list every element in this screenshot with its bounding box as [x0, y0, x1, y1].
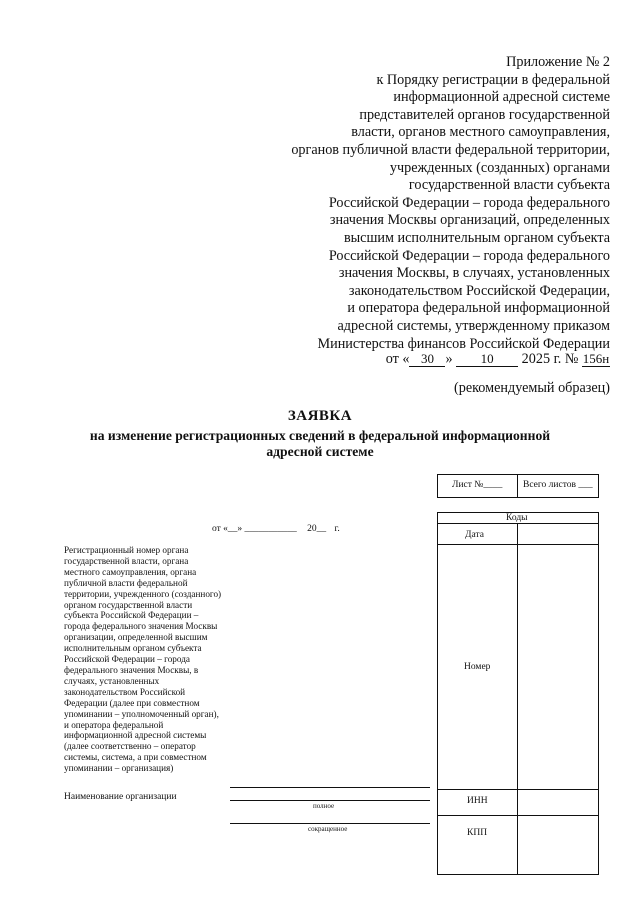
codes-date-divider: [437, 544, 599, 545]
appendix-line: законодательством Российской Федерации,: [348, 282, 610, 299]
appendix-line: высшим исполнительным органом субъекта: [343, 229, 610, 246]
appendix-line: власти, органов местного самоуправления,: [351, 124, 610, 141]
appendix-header: [230, 54, 610, 353]
form-date-year-prefix: 20: [307, 524, 317, 534]
document-subtitle-1: на изменение регистрационных сведений в федеральной информационной: [89, 428, 551, 443]
order-date-prefix: от «: [385, 351, 410, 367]
codes-inn-divider: [437, 815, 599, 816]
total-sheets-box: [517, 474, 599, 498]
appendix-line: представителей органов государственной: [359, 106, 610, 123]
form-date-month: ___________: [244, 524, 297, 534]
appendix-line: Российской Федерации – города федерального: [328, 194, 610, 211]
org-name-label: Наименование организации: [64, 792, 177, 802]
codes-column-divider: [517, 523, 518, 875]
codes-date-label: Дата: [465, 530, 484, 540]
order-date-line: [386, 351, 610, 368]
form-date-day: __: [227, 524, 238, 534]
appendix-line: к Порядку регистрации в федеральной: [376, 71, 610, 88]
appendix-line: и оператора федеральной информационной: [347, 300, 610, 317]
appendix-line: адресной системы, утвержденному приказом: [337, 317, 610, 334]
document-subtitle-2: адресной системе: [266, 444, 374, 459]
registration-number-line: [230, 787, 430, 788]
total-sheets-label: Всего листов ___: [523, 480, 593, 490]
order-day: 30: [409, 352, 445, 367]
org-name-short-caption: сокращенное: [308, 825, 348, 833]
appendix-line: органов публичной власти федеральной территории,: [291, 141, 610, 158]
org-name-short-line: [230, 823, 430, 824]
order-number: 156н: [582, 351, 610, 366]
codes-table: [437, 512, 599, 875]
form-date-year: __: [316, 524, 327, 534]
codes-number-label: Номер: [464, 662, 491, 672]
appendix-line: информационной адресной системе: [393, 89, 610, 106]
appendix-line: учрежденных (созданных) органами: [389, 159, 610, 176]
codes-kpp-label: КПП: [467, 828, 488, 838]
codes-number-divider: [437, 789, 599, 790]
order-month: 10: [456, 352, 518, 367]
form-date-suffix: г.: [334, 524, 340, 534]
codes-header-divider: [437, 523, 599, 524]
order-date-sep: »: [445, 351, 453, 367]
document-title: ЗАЯВКА: [287, 408, 353, 424]
appendix-line: Министерства финансов Российской Федерации: [317, 335, 610, 352]
recommended-sample: (рекомендуемый образец): [454, 380, 610, 396]
sheet-number-label: Лист №____: [452, 480, 503, 490]
appendix-line: Приложение № 2: [506, 54, 610, 70]
sheet-number-box: [437, 474, 518, 498]
appendix-line: государственной власти субъекта: [408, 177, 610, 194]
form-date-sep: »: [237, 524, 243, 534]
registration-number-label: Регистрационный номер органа государственной власти, органа местного самоуправления, органа публичной власти федеральной территории, учрежденного (созданного) органом государственной власти субъекта Российской Федерации – города федерального значения Москвы организации, определенной высшим исполнительным органом субъекта Российской Федерации – города федерального значения Москвы, в случаях, установленных законодательством Российской Федерации (далее при совместном упоминании – уполномоченный орган), и оператора федеральной информационной адресной системы (далее соответственно – оператор системы, система, а при совместном упоминании – организация): [64, 545, 222, 774]
codes-header: Коды: [506, 513, 528, 523]
codes-inn-label: ИНН: [467, 796, 488, 806]
org-name-full-line: [230, 800, 430, 801]
appendix-line: значения Москвы, в случаях, установленных: [338, 265, 610, 282]
appendix-line: значения Москвы организаций, определенных: [329, 212, 610, 229]
form-date-prefix: от «: [212, 524, 228, 534]
form-date-line: [212, 524, 340, 534]
org-name-full-caption: полное: [313, 802, 335, 810]
appendix-line: Российской Федерации – города федерального: [328, 247, 610, 264]
order-year: 2025 г. №: [521, 351, 579, 367]
